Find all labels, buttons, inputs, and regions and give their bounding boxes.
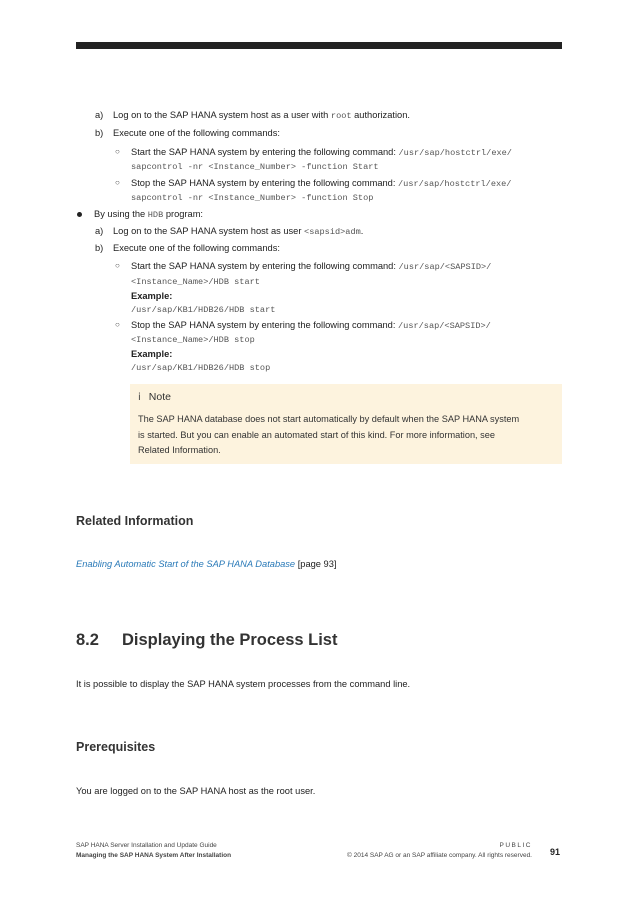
start-hdb-command: ○ Start the SAP HANA system by entering the following command: /usr/sap/<SAPSID>/ — [115, 261, 492, 272]
section-title: Displaying the Process List — [122, 631, 338, 649]
bullet-icon — [77, 212, 82, 217]
step-a-root: a) Log on to the SAP HANA system host as a user with root authorization. — [95, 110, 410, 121]
stop-hdb-command: ○ Stop the SAP HANA system by entering the following command: /usr/sap/<SAPSID>/ — [115, 320, 491, 331]
start-sapcontrol-command-cont: sapcontrol -nr <Instance_Number> -function Start — [131, 162, 379, 172]
circle-bullet-icon: ○ — [115, 178, 120, 187]
related-link-line: Enabling Automatic Start of the SAP HANA Database [page 93] — [76, 559, 337, 569]
step-b-execute-hdb: b) Execute one of the following commands: — [95, 243, 280, 253]
circle-bullet-icon: ○ — [115, 147, 120, 156]
example-label: Example: — [131, 291, 173, 301]
circle-bullet-icon: ○ — [115, 320, 120, 329]
hdb-program-item: By using the HDB program: — [94, 208, 203, 221]
note-text: The SAP HANA database does not start automatically by default when the SAP HANA system is started. But you can enable an automated start of this kind. For more information, see Related Information. — [138, 414, 520, 455]
section-heading — [76, 631, 337, 650]
prerequisites-heading: Prerequisites — [76, 740, 156, 754]
footer-copyright: © 2014 SAP AG or an SAP affiliate company. All rights reserved. — [347, 852, 532, 859]
page-number: 91 — [550, 847, 561, 857]
header-rule — [76, 42, 562, 49]
step-a-sapsidadm: a) Log on to the SAP HANA system host as user <sapsid>adm. — [95, 226, 364, 237]
start-sapcontrol-command: ○ Start the SAP HANA system by entering the following command: /usr/sap/hostctrl/exe/ — [115, 147, 512, 158]
footer-classification: PUBLIC — [499, 842, 532, 849]
example-label: Example: — [131, 349, 173, 359]
stop-sapcontrol-command: ○ Stop the SAP HANA system by entering the following command: /usr/sap/hostctrl/exe/ — [115, 178, 512, 189]
footer-doc-title: SAP HANA Server Installation and Update Guide — [76, 842, 217, 849]
footer-chapter: Managing the SAP HANA System After Installation — [76, 852, 232, 859]
example-code: /usr/sap/KB1/HDB26/HDB stop — [131, 363, 271, 373]
section-intro: It is possible to display the SAP HANA system processes from the command line. — [76, 679, 411, 689]
circle-bullet-icon: ○ — [115, 261, 120, 270]
stop-hdb-command-cont: <Instance_Name>/HDB stop — [131, 335, 255, 345]
section-number: 8.2 — [76, 631, 99, 649]
note-box — [130, 384, 562, 464]
stop-sapcontrol-command-cont: sapcontrol -nr <Instance_Number> -function Stop — [131, 193, 374, 203]
step-b-execute: b) Execute one of the following commands: — [95, 128, 280, 138]
start-hdb-command-cont: <Instance_Name>/HDB start — [131, 277, 260, 287]
note-header — [138, 391, 171, 403]
note-title: Note — [148, 391, 171, 403]
prerequisites-text: You are logged on to the SAP HANA host as the root user. — [76, 786, 316, 796]
info-icon: i — [138, 392, 141, 403]
related-link[interactable]: Enabling Automatic Start of the SAP HANA Database — [76, 559, 296, 569]
related-information-heading: Related Information — [76, 514, 194, 528]
example-code: /usr/sap/KB1/HDB26/HDB start — [131, 305, 276, 315]
